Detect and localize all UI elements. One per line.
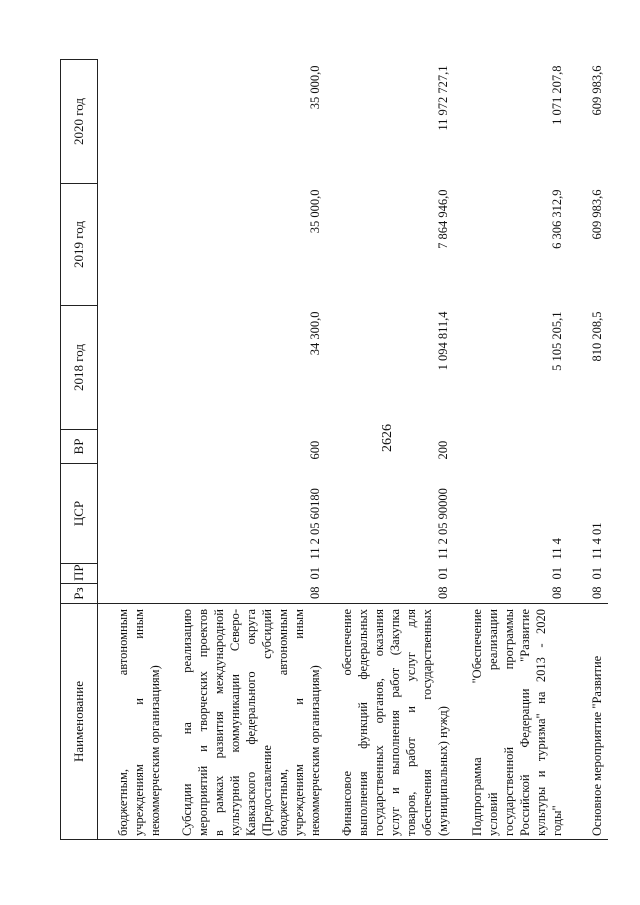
row-value-2020: 35 000,0	[307, 65, 322, 110]
row-name-line: (Предоставление субсидий	[259, 609, 274, 836]
row-rz	[98, 584, 166, 604]
row-value-2020: 1 071 207,8	[549, 65, 564, 125]
row-csr: 11 4 01	[589, 522, 604, 560]
row-name-line: культурной коммуникации Северо-	[227, 609, 242, 836]
row-csr: 11 4	[549, 538, 564, 560]
row-name-last-line: некоммерческим организациям)	[307, 665, 322, 836]
row-name-line: в рамках развития международной	[211, 609, 226, 836]
row-value-2018	[98, 306, 166, 430]
row-pr: 01	[307, 567, 322, 580]
row-name	[454, 604, 568, 840]
row-name-line: Субсидии на реализацию	[179, 609, 194, 836]
row-vr	[454, 430, 568, 464]
page-number: 2626	[380, 424, 395, 452]
header-vr: ВР	[61, 430, 98, 464]
table-row	[454, 60, 568, 840]
row-name-line: бюджетным, автономным	[115, 609, 130, 836]
header-name: Наименование	[61, 604, 98, 840]
row-csr	[98, 464, 166, 564]
table-row	[166, 60, 326, 840]
row-name-line: Подпрограмма "Обеспечение	[469, 609, 484, 836]
row-csr: 11 2 05 90000	[435, 488, 450, 560]
table-row	[98, 60, 166, 840]
row-name-line: учреждениям и иным	[291, 609, 306, 836]
row-name-last-line: (муниципальных) нужд)	[435, 706, 450, 836]
row-vr: 600	[307, 440, 322, 460]
row-value-2019: 6 306 312,9	[549, 189, 564, 249]
row-pr	[98, 564, 166, 584]
row-pr: 01	[435, 567, 450, 580]
row-value-2018: 5 105 205,1	[549, 311, 564, 371]
row-value-2020: 609 983,6	[589, 65, 604, 116]
table-row	[568, 60, 608, 840]
row-name	[568, 604, 608, 840]
row-value-2019: 7 864 946,0	[435, 189, 450, 249]
row-vr	[98, 430, 166, 464]
row-csr: 11 2 05 60180	[307, 488, 322, 560]
row-name	[98, 604, 166, 840]
header-csr: ЦСР	[61, 464, 98, 564]
row-rz: 08	[307, 586, 322, 599]
row-name	[166, 604, 326, 840]
row-name-line: услуг и выполнения работ (Закупка	[387, 609, 402, 836]
row-name-line: Кавказского федерального округа	[243, 609, 258, 836]
header-2018: 2018 год	[61, 306, 98, 430]
row-vr: 200	[435, 440, 450, 460]
row-value-2020: 11 972 727,1	[435, 65, 450, 131]
row-name-last-line: годы"	[549, 805, 564, 836]
row-name-line: культуры и туризма" на 2013 - 2020	[533, 609, 548, 836]
row-name-line: товаров, работ и услуг для	[403, 609, 418, 836]
row-name-line: Финансовое обеспечение	[339, 609, 354, 836]
row-vr	[568, 430, 608, 464]
row-rz: 08	[549, 586, 564, 599]
row-name	[326, 604, 454, 840]
header-pr: ПР	[61, 564, 98, 584]
row-name-line: выполнения функций федеральных	[355, 609, 370, 836]
row-pr: 01	[549, 567, 564, 580]
row-rz: 08	[589, 586, 604, 599]
row-name-line: мероприятий и творческих проектов	[195, 609, 210, 836]
row-value-2018: 1 094 811,4	[435, 311, 450, 371]
budget-table	[60, 59, 608, 840]
header-2020: 2020 год	[61, 60, 98, 184]
row-name-line: государственной программы	[501, 609, 516, 836]
header-rz: Рз	[61, 584, 98, 604]
table-row	[326, 60, 454, 840]
row-name-line: Российской Федерации "Развитие	[517, 609, 532, 836]
row-name-line: обеспечения государственных	[419, 609, 434, 836]
row-name-line: условий реализации	[485, 609, 500, 836]
row-rz: 08	[435, 586, 450, 599]
row-value-2019	[98, 184, 166, 306]
row-value-2020	[98, 60, 166, 184]
row-pr: 01	[589, 567, 604, 580]
row-name-last-line: некоммерческим организациям)	[147, 665, 162, 836]
row-name-line: бюджетным, автономным	[275, 609, 290, 836]
header-row	[61, 60, 98, 840]
row-name-line: учреждениям и иным	[131, 609, 146, 836]
rotated-table-container	[60, 60, 604, 840]
row-value-2018: 34 300,0	[307, 311, 322, 356]
row-name-line: государственных органов, оказания	[371, 609, 386, 836]
table-body	[98, 60, 608, 840]
row-name-last-line: Основное мероприятие "Развитие	[589, 655, 604, 836]
header-2019: 2019 год	[61, 184, 98, 306]
row-value-2019: 35 000,0	[307, 189, 322, 234]
row-value-2019: 609 983,6	[589, 189, 604, 240]
row-value-2018: 810 208,5	[589, 311, 604, 362]
